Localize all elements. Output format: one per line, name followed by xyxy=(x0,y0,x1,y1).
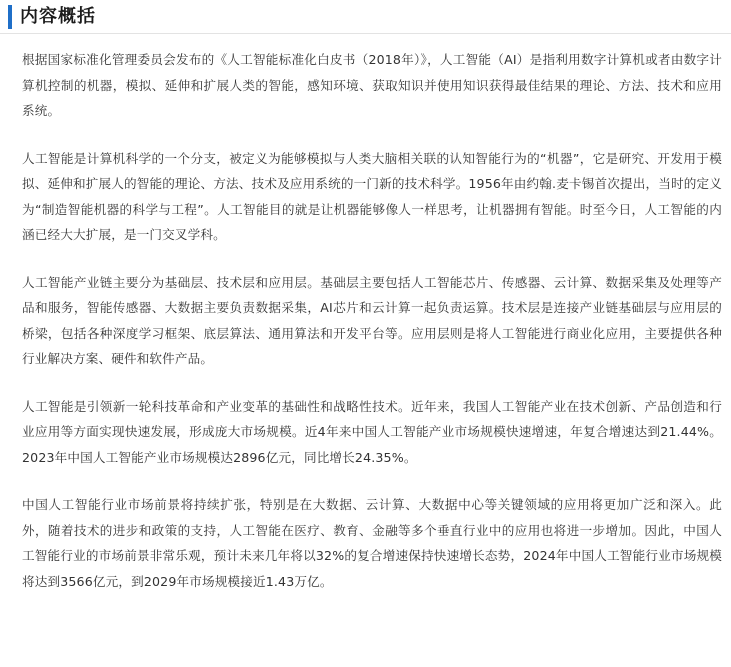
section-header xyxy=(0,0,731,34)
paragraph-market-size: 人工智能是引领新一轮科技革命和产业变革的基础性和战略性技术。近年来，我国人工智能产业在技术创新、产品创造和行业应用等方面实现快速发展，形成庞大市场规模。近4年来中国人工智能产业市场规模快速增速，年复合增速达到21.44%。2023年中国人工智能产业市场规模达2896亿元，同比增长24.35%。 xyxy=(22,398,722,465)
paragraph-industry-chain: 人工智能产业链主要分为基础层、技术层和应用层。基础层主要包括人工智能芯片、传感器、云计算、数据采集及处理等产品和服务，智能传感器、大数据主要负责数据采集，AI芯片和云计算一起负责运算。技术层是连接产业链基础层与应用层的桥梁，包括各种深度学习框架、底层算法、通用算法和开发平台等。应用层则是将人工智能进行商业化应用，主要提供各种行业解决方案、硬件和软件产品。 xyxy=(22,274,722,366)
paragraph-outlook: 中国人工智能行业市场前景将持续扩张，特别是在大数据、云计算、大数据中心等关键领域的应用将更加广泛和深入。此外，随着技术的进步和政策的支持，人工智能在医疗、教育、金融等多个垂直行业中的应用也将进一步增加。因此，中国人工智能行业的市场前景非常乐观，预计未来几年将以32%的复合增速保持快速增长态势，2024年中国人工智能行业市场规模将达到3566亿元，到2029年市场规模接近1.43万亿。 xyxy=(22,497,722,589)
section-title: 内容概括 xyxy=(20,6,96,27)
summary-content xyxy=(22,47,722,616)
paragraph-history: 人工智能是计算机科学的一个分支，被定义为能够模拟与人类大脑相关联的认知智能行为的“机器”，它是研究、开发用于模拟、延伸和扩展人的智能的理论、方法、技术及应用系统的一门新的技术科学。1956年由约翰.麦卡锡首次提出，当时的定义为“制造智能机器的科学与工程”。人工智能目的就是让机器能够像人一样思考，让机器拥有智能。时至今日，人工智能的内涵已经大大扩展，是一门交叉学科。 xyxy=(22,150,722,242)
paragraph-definition: 根据国家标准化管理委员会发布的《人工智能标准化白皮书（2018年）》，人工智能（AI）是指利用数字计算机或者由数字计算机控制的机器，模拟、延伸和扩展人类的智能，感知环境、获取知识并使用知识获得最佳结果的理论、方法、技术和应用系统。 xyxy=(22,52,722,118)
header-accent-bar xyxy=(8,5,12,29)
